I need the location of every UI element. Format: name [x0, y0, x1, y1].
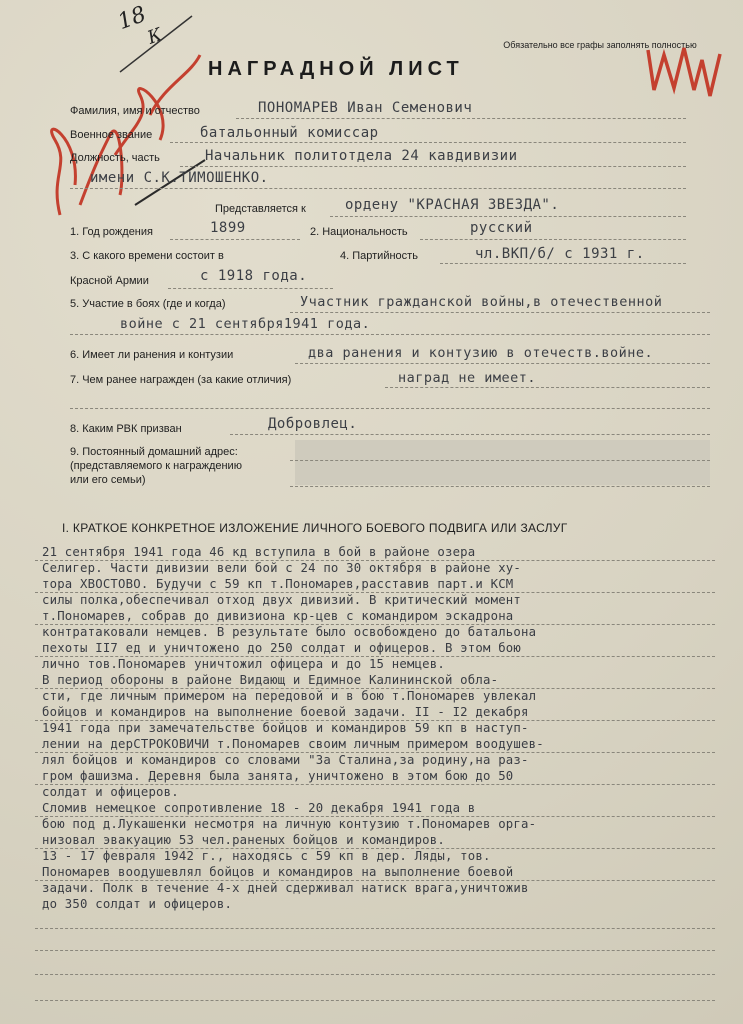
- narrative-line: 13 - 17 февраля 1942 г., находясь с 59 кп в дер. Ляды, тов.: [42, 849, 491, 863]
- service-since-value: с 1918 года.: [200, 268, 308, 284]
- document-title: НАГРАДНОЙ ЛИСТ: [208, 58, 464, 80]
- wounds-label: 6. Имеет ли ранения и контузии: [70, 349, 234, 361]
- narrative-line: силы полка,обеспечивал отход двух дивизий. В критический момент: [42, 593, 522, 607]
- narrative-line: сти, где личным примером на передовой и в бою т.Пономарев увлекал: [42, 689, 537, 703]
- position-value-2: имени С.К.ТИМОШЕНКО.: [90, 170, 269, 186]
- nationality-value: русский: [470, 220, 533, 236]
- corner-number: 18: [114, 1, 150, 36]
- corner-denominator: К: [144, 24, 166, 49]
- narrative-line: лично тов.Пономарев уничтожил офицера и до 15 немцев.: [42, 657, 445, 671]
- narrative-line: гром фашизма. Деревня была занята, уничтожено в этом бою до 50: [42, 769, 514, 783]
- narrative-line: Сломив немецкое сопротивление 18 - 20 декабря 1941 года в: [42, 801, 476, 815]
- party-value: чл.ВКП/б/ с 1931 г.: [475, 246, 645, 262]
- narrative-line: низовал эвакуацию 53 чел.раненых бойцов и командиров.: [42, 833, 445, 847]
- address-label: 9. Постоянный домашний адрес:: [70, 446, 238, 458]
- address-label-3: или его семьи): [70, 474, 146, 486]
- narrative-line: т.Пономарев, собрав до дивизиона кр-цев с командиром эскадрона: [42, 609, 514, 623]
- narrative-line: контратаковали немцев. В результате было освобождено до батальона: [42, 625, 537, 639]
- narrative-line: бойцов и командиров на выполнение боевой задачи. II - I2 декабря: [42, 705, 529, 719]
- position-label: Должность, часть: [70, 152, 160, 164]
- narrative-line: бою под д.Лукашенки несмотря на личную контузию т.Пономарев орга-: [42, 817, 537, 831]
- service-since-label: 3. С какого времени состоит в: [70, 250, 224, 262]
- red-pencil-signature: [640, 30, 730, 110]
- awards-label: 7. Чем ранее награжден (за какие отличия): [70, 374, 292, 386]
- awards-value: наград не имеет.: [398, 370, 537, 386]
- narrative-line: тора ХВОСТОВО. Будучи с 59 кп т.Пономарев,расставив парт.и КСМ: [42, 577, 514, 591]
- nationality-label: 2. Национальность: [310, 226, 408, 238]
- battles-value-2: войне с 21 сентября1941 года.: [120, 316, 371, 332]
- position-value: Начальник политотдела 24 кавдивизии: [205, 148, 518, 164]
- wounds-value: два ранения и контузию в отечеств.войне.: [308, 345, 654, 361]
- address-label-2: (представляемого к награждению: [70, 460, 242, 472]
- presented-value: ордену "КРАСНАЯ ЗВЕЗДА".: [345, 197, 560, 213]
- redacted-address-area: [295, 440, 710, 485]
- rank-value: батальонный комиссар: [200, 125, 379, 141]
- rvk-value: Добровлец.: [268, 416, 358, 432]
- battles-label: 5. Участие в боях (где и когда): [70, 298, 226, 310]
- fill-all-fields-note: Обязательно все графы заполнять полностью: [503, 40, 697, 50]
- narrative-line: лении на дерСТРОКОВИЧИ т.Пономарев своим личным примером воодушев-: [42, 737, 544, 751]
- narrative-line: Селигер. Части дивизии вели бой с 24 по 30 октября в районе ху-: [42, 561, 522, 575]
- name-label: Фамилия, имя и отчество: [70, 105, 200, 117]
- narrative-line: задачи. Полк в течение 4-х дней сдерживал натиск врага,уничтожив: [42, 881, 529, 895]
- party-label: 4. Партийность: [340, 250, 418, 262]
- rank-label: Военное звание: [70, 129, 153, 141]
- narrative-line: солдат и офицеров.: [42, 785, 179, 799]
- red-army-label: Красной Армии: [70, 275, 149, 287]
- birth-year-label: 1. Год рождения: [70, 226, 153, 238]
- battles-value-1: Участник гражданской войны,в отечественной: [300, 294, 663, 310]
- rvk-label: 8. Каким РВК призван: [70, 423, 182, 435]
- narrative-line: В период обороны в районе Видающ и Едимное Калининской обла-: [42, 673, 499, 687]
- narrative-line: лял бойцов и командиров со словами "За Сталина,за родину,на раз-: [42, 753, 529, 767]
- presented-label: Представляется к: [215, 203, 306, 215]
- narrative-line: пехоты II7 ед и уничтожено до 250 солдат и офицеров. В этом бою: [42, 641, 522, 655]
- narrative-line: 21 сентября 1941 года 46 кд вступила в бой в районе озера: [42, 545, 476, 559]
- birth-year-value: 1899: [210, 220, 246, 236]
- narrative-line: Пономарев воодушевлял бойцов и командиров на выполнение боевой: [42, 865, 514, 879]
- narrative-line: до 350 солдат и офицеров.: [42, 897, 233, 911]
- name-value: ПОНОМАРЕВ Иван Семенович: [258, 100, 473, 116]
- narrative-line: 1941 года при замечательстве бойцов и командиров 59 кп в наступ-: [42, 721, 529, 735]
- section-heading: I. КРАТКОЕ КОНКРЕТНОЕ ИЗЛОЖЕНИЕ ЛИЧНОГО БОЕВОГО ПОДВИГА ИЛИ ЗАСЛУГ: [62, 521, 568, 535]
